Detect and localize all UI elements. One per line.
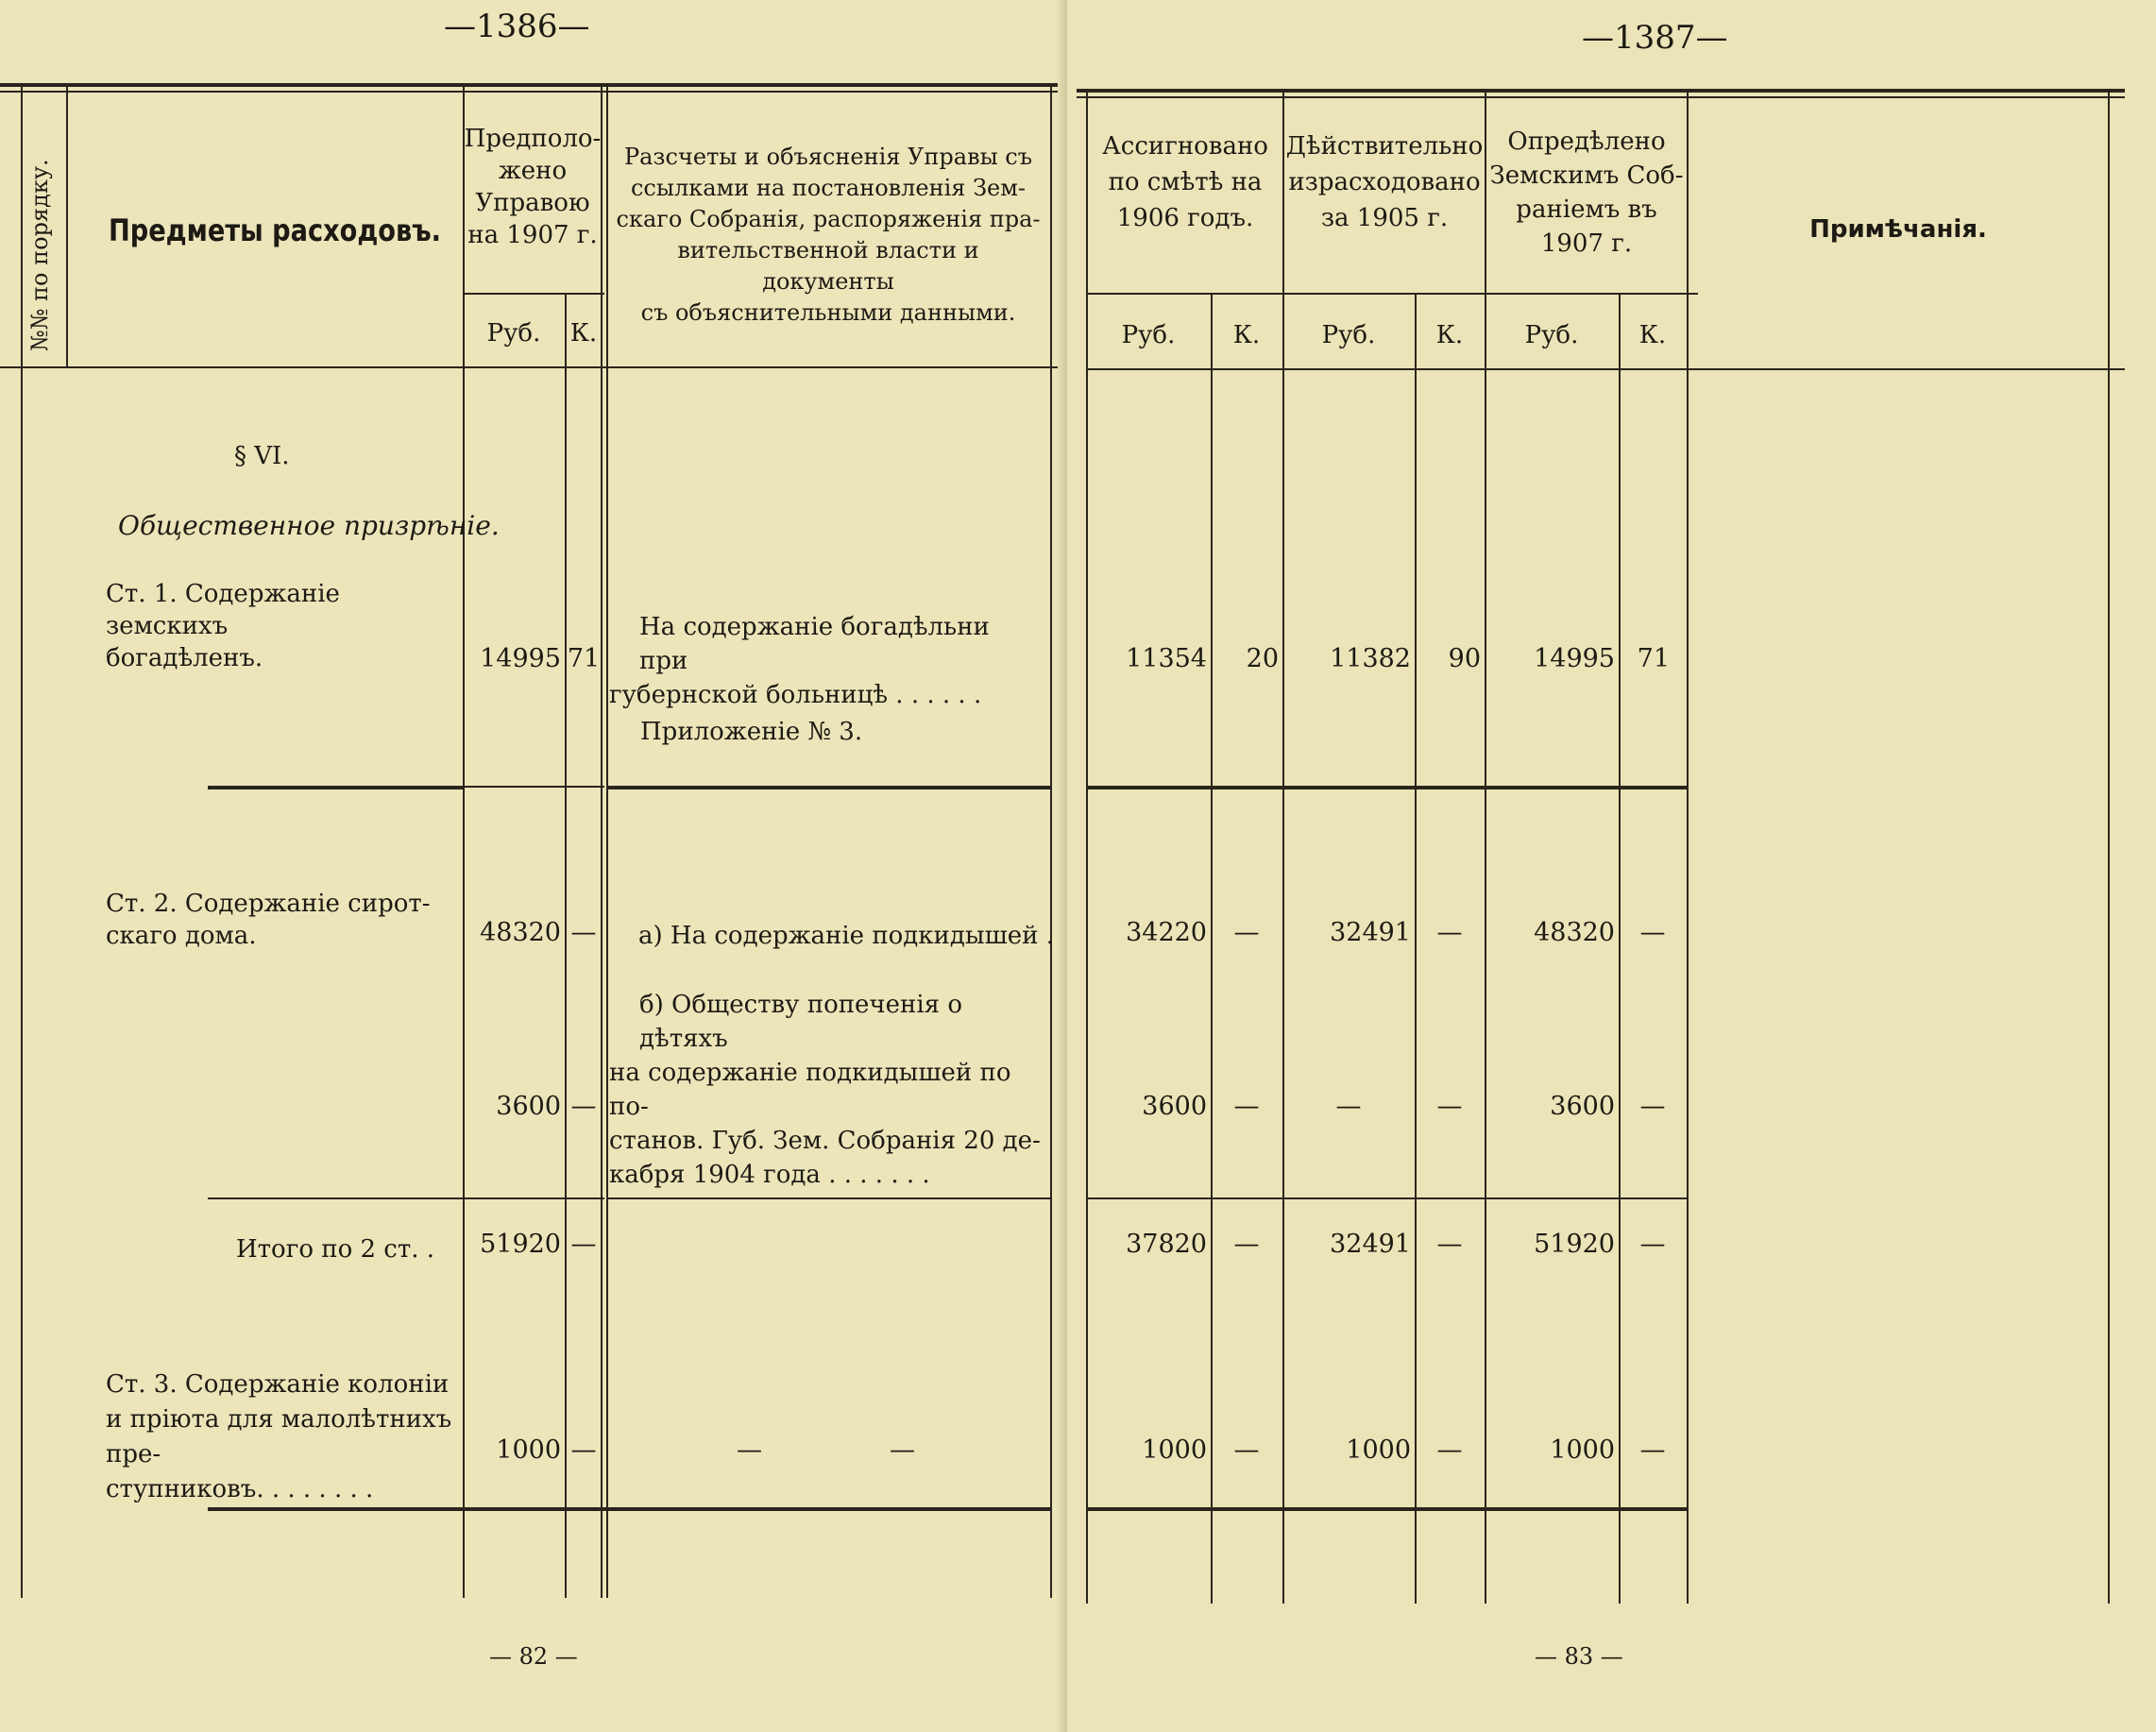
art3-expl-dash: — [890,1435,915,1465]
right-page-footer: — 83 — [1535,1643,1623,1670]
art2b-assigned-kop: — [1233,1092,1260,1121]
total2-spent-rub: 32491 [1330,1230,1411,1259]
art2b-spent-kop: — [1436,1092,1463,1121]
header-spent [1284,128,1485,236]
art1-explanation-line: На содержаніе богадѣльни при [639,613,990,675]
header-spent-line: израсходовано [1288,168,1481,196]
header-proposed-line: Предполо- [464,125,602,153]
col-line-index [66,87,68,366]
left-page-footer: — 82 — [489,1643,578,1670]
header-determined-line: раніемъ въ [1516,195,1657,224]
header-bottom-rule [1086,368,2125,370]
header-explanations-line: съ объяснительными данными. [640,299,1016,326]
art2-bottom-rule [1088,1197,1687,1199]
header-det-rub: Руб. [1524,321,1579,349]
left-page [0,0,1067,1732]
col-line-determined [1687,93,1689,1604]
art1-det-kop: 71 [1637,644,1670,673]
art2a-proposed-rub: 48320 [480,918,561,947]
header-notes: Примѣчанія. [1809,215,1987,244]
art2b-explanation-line: б) Обществу попеченія о дѣтяхъ [639,991,962,1053]
art2b-det-kop: — [1639,1092,1666,1121]
art3-bottom-rule [1088,1507,1687,1511]
art2b-spent-rub: — [1335,1092,1362,1121]
art1-bottom-rule-subjects [208,786,463,790]
header-proposed [463,123,603,251]
header-spent-kop: К. [1435,321,1464,349]
header-subrule-amounts [1086,293,1698,295]
art3-proposed-rub: 1000 [496,1435,561,1465]
art2b-explanation-line: станов. Губ. Зем. Собранія 20 де- [609,1127,1041,1155]
col-line-left-edge [21,87,23,1598]
art1-subject [106,578,463,674]
art2a-assigned-rub: 34220 [1126,918,1207,947]
art2b-proposed-rub: 3600 [496,1092,561,1121]
header-proposed-rub: Руб. [486,319,541,348]
art2a-det-kop: — [1639,918,1666,947]
total2-proposed-kop: — [570,1230,597,1259]
header-explanations-line: вительственной власти и документы [677,237,979,295]
col-line-subjects [463,87,465,1598]
table-top-rule-inner [1077,96,2125,98]
art1-proposed-rub: 14995 [480,644,561,673]
header-assigned-line: по смѣтѣ на [1108,168,1263,196]
art2a-det-rub: 48320 [1534,918,1615,947]
art2-subject-line: скаго дома. [106,922,257,950]
art3-subject-line: Ст. 3. Содержаніе колоніи [106,1370,450,1399]
col-line-right-edge [1050,87,1052,1598]
total2-label: Итого по 2 ст. . [236,1235,435,1264]
section-number: § VI. [234,442,290,470]
left-page-number: —1386— [444,8,590,45]
header-spent-line: за 1905 г. [1320,204,1449,232]
art3-subject-line: ступниковъ. . . . . . . . [106,1475,374,1503]
art2a-spent-kop: — [1436,918,1463,947]
art1-bottom-rule-proposed [463,786,604,788]
header-assigned-line: 1906 годъ. [1116,204,1254,232]
art1-spent-kop: 90 [1448,644,1481,673]
art1-subject-line: Ст. 1. Содержаніе земскихъ [106,580,340,640]
total2-det-kop: — [1639,1230,1666,1259]
right-page [1067,0,2156,1732]
header-assigned [1088,128,1282,236]
art1-subject-line: богадѣленъ. [106,644,263,672]
col-line-assigned-kop [1211,293,1213,1604]
header-explanations-line: ссылками на постановленія Зем- [630,175,1027,201]
art2-subject [106,888,463,952]
art2b-det-rub: 3600 [1550,1092,1615,1121]
art1-proposed-kop: 71 [567,644,601,673]
art2b-explanation-line: на содержаніе подкидышей по по- [609,1059,1011,1121]
art3-det-rub: 1000 [1550,1435,1615,1465]
art3-bottom-rule [208,1507,1050,1511]
art3-spent-rub: 1000 [1346,1435,1411,1465]
art2-bottom-rule-proposed [463,1197,604,1199]
header-determined [1486,125,1687,261]
col-line-proposed [601,87,603,1598]
header-proposed-line: Управою [475,189,590,217]
header-index: №№ по порядку. [26,159,53,351]
header-proposed-kop: К. [569,319,598,348]
header-proposed-line: на 1907 г. [467,221,598,249]
header-bottom-rule [0,366,1058,368]
art1-spent-rub: 11382 [1330,644,1411,673]
art2a-spent-rub: 32491 [1330,918,1411,947]
art1-bottom-rule [1088,786,1687,790]
col-line-right-edge [2108,93,2110,1604]
art1-explanation-line: губернской больницѣ . . . . . . [609,681,982,709]
header-explanations-line: скаго Собранія, распоряженія пра- [616,206,1041,232]
header-determined-line: 1907 г. [1540,229,1633,258]
art3-spent-kop: — [1436,1435,1463,1465]
col-line-det-kop [1619,293,1621,1604]
header-assigned-line: Ассигновано [1102,132,1268,161]
art3-det-kop: — [1639,1435,1666,1465]
total2-assigned-kop: — [1233,1230,1260,1259]
table-top-rule [0,83,1058,87]
art1-appendix: Приложеніе № 3. [640,718,863,746]
total2-det-rub: 51920 [1534,1230,1615,1259]
art2a-explanation: а) На содержаніе подкидышей . [638,922,1055,950]
header-assigned-rub: Руб. [1121,321,1176,349]
art3-subject [106,1367,463,1507]
table-top-rule [1077,89,2125,93]
header-determined-line: Опредѣлено [1507,127,1666,156]
art2-subject-line: Ст. 2. Содержаніе сирот- [106,890,431,918]
table-top-rule-inner [0,91,1058,93]
header-subrule-proposed [463,293,604,295]
header-explanations-line: Разсчеты и объясненія Управы съ [623,144,1033,170]
art2b-assigned-rub: 3600 [1142,1092,1207,1121]
art1-assigned-rub: 11354 [1126,644,1207,673]
art3-expl-dash: — [737,1435,762,1465]
header-explanations [608,142,1048,329]
art2b-proposed-kop: — [570,1092,597,1121]
total2-proposed-rub: 51920 [480,1230,561,1259]
art2-bottom-rule-expl [606,1197,1050,1199]
section-title: Общественное призрѣніе. [118,510,500,541]
art1-bottom-rule-expl [606,786,1050,790]
art1-assigned-kop: 20 [1246,644,1279,673]
art2b-explanation-line: кабря 1904 года . . . . . . . [609,1161,930,1189]
header-det-kop: К. [1638,321,1667,349]
art3-assigned-kop: — [1233,1435,1260,1465]
right-page-number: —1387— [1582,19,1728,57]
total2-spent-kop: — [1436,1230,1463,1259]
col-line-spent-kop [1415,293,1417,1604]
art1-det-rub: 14995 [1534,644,1615,673]
total2-assigned-rub: 37820 [1126,1230,1207,1259]
header-spent-rub: Руб. [1321,321,1376,349]
art2a-assigned-kop: — [1233,918,1260,947]
art3-assigned-rub: 1000 [1142,1435,1207,1465]
header-subjects: Предметы расходовъ. [109,212,441,248]
art2b-explanation [609,988,1045,1192]
header-assigned-kop: К. [1232,321,1261,349]
header-proposed-line: жено [498,157,568,185]
art3-proposed-kop: — [570,1435,597,1465]
art1-explanation [609,610,1045,712]
art2a-proposed-kop: — [570,918,597,947]
art2-bottom-rule-subjects [208,1197,463,1199]
header-spent-line: Дѣйствительно [1285,132,1484,161]
header-determined-line: Земскимъ Соб- [1489,161,1684,190]
art3-subject-line: и пріюта для малолѣтнихъ пре- [106,1405,452,1469]
